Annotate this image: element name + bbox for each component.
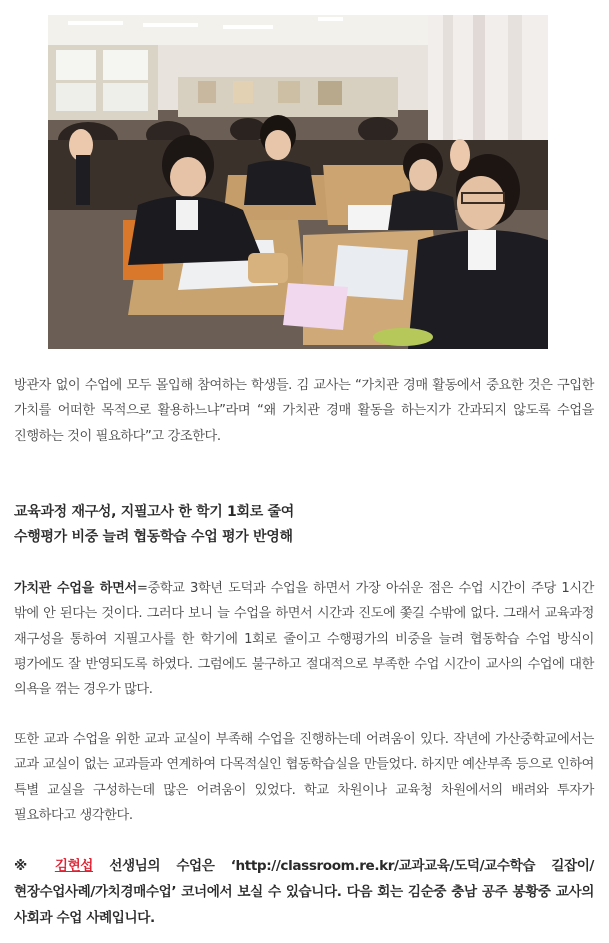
note-body: 선생님의 수업은 ‘http://classroom.re.kr/교과교육/도덕/교수학습 길잡이/현장수업사례/가치경매수업’ 코너에서 보실 수 있습니다. 다음 회는 김순중 충남 공주 봉황중 교사의 사회과 수업 사례입니다. [14,858,594,926]
section-heading-1: 교육과정 재구성, 지필고사 한 학기 1회로 줄여 [14,504,294,520]
paragraph-lead: 가치관 수업을 하면서 [14,581,137,596]
teacher-name-link[interactable]: 김현섭 [54,858,94,874]
classroom-photo-icon [48,15,548,349]
classroom-photo [48,15,548,349]
paragraph-body-1 [14,576,594,702]
footnote [14,853,594,931]
paragraph-caption: 방관자 없이 수업에 모두 몰입해 참여하는 학생들. 김 교사는 “가치관 경매 활동에서 중요한 것은 구입한 가치를 어떠한 목적으로 활용하느냐”라며 “왜 가치관 경매 활동을 하는지가 간과되지 않도록 수업을 진행하는 것이 필요하다”고 강조한다. [14,378,594,444]
paragraph-body-2: 또한 교과 수업을 위한 교과 교실이 부족해 수업을 진행하는데 어려움이 있다. 작년에 가산중학교에서는 교과 교실이 없는 교과들과 연계하여 다목적실인 협동학습실을 만들었다. 하지만 예산부족 등으로 인하여 특별 교실을 구성하는데 많은 어려움이 있었다. 학교 차원이나 교육청 차원에서의 배려와 투자가 필요하다고 생각한다. [14,732,594,823]
note-prefix: ※ [14,858,55,874]
section-heading-2: 수행평가 비중 늘려 협동학습 수업 평가 반영해 [14,529,293,545]
paragraph-body-text: =중학교 3학년 도덕과 수업을 하면서 가장 아쉬운 점은 수업 시간이 주당 1시간 밖에 안 된다는 것이다. 그러다 보니 늘 수업을 하면서 시간과 진도에 쫓길 수밖에 없다. 그래서 교육과정 재구성을 통하여 지필고사를 한 학기에 1회로 줄이고 수행평가의 비중을 늘려 협동학습 수업 방식이 평가에도 잘 반영되도록 하였다. 그럼에도 불구하고 절대적으로 부족한 수업 시간이 교사의 수업에 대한 의욕을 꺾는 경우가 많다. [14,581,594,698]
